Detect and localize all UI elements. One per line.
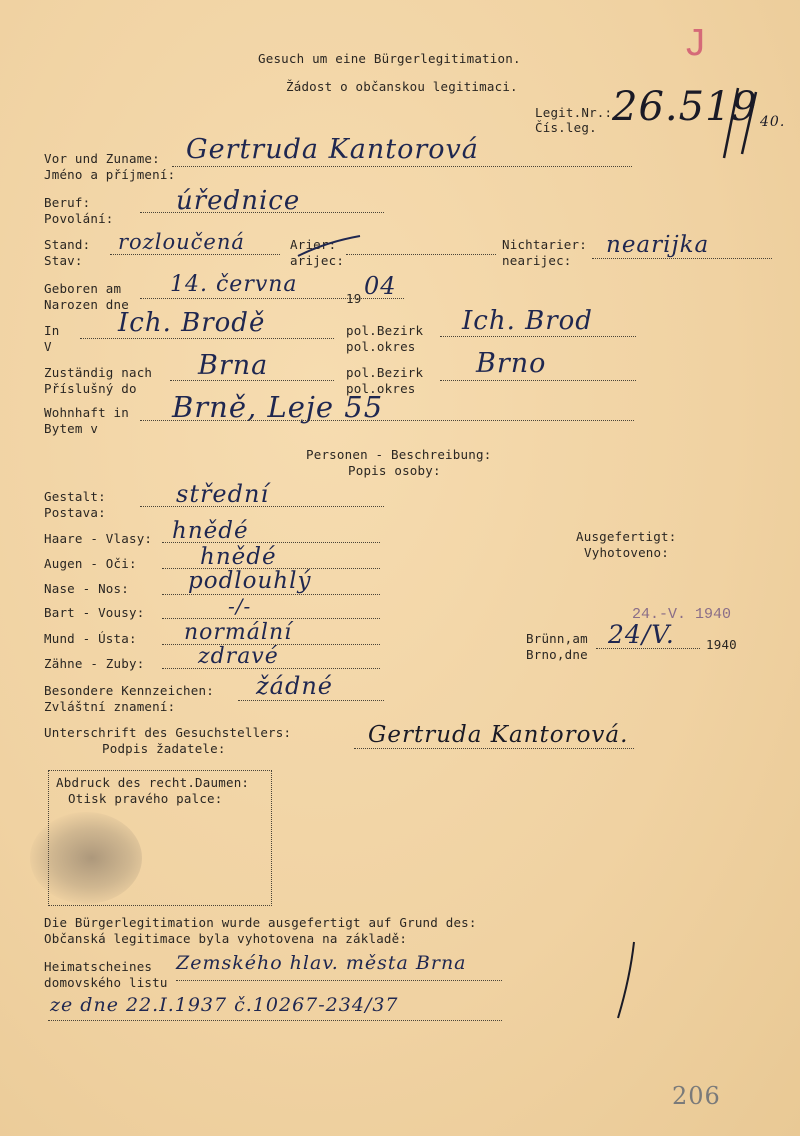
nase-value: podlouhlý [188,568,312,594]
haare-label: Haare - Vlasy: [44,531,153,546]
basis-vertical-stroke [612,938,642,1022]
nase-label: Nase - Nos: [44,581,129,596]
wohnhaft-value: Brně, Leje 55 [172,390,384,424]
gestalt-line [140,506,384,507]
signature-line [354,748,634,749]
issued-place-de: Brünn,am [526,631,588,646]
arier-label-cz: arijec: [290,253,345,268]
signature-label-cz: Podpis žadatele: [102,741,226,756]
kennzeichen-value: žádné [256,672,333,700]
basis-line-1 [176,980,502,981]
legit-nr-label-cz: Čís.leg. [535,120,597,135]
basis-line-2 [48,1020,502,1021]
nichtarier-label-cz: nearijec: [502,253,572,268]
thumb-label-cz: Otisk pravého palce: [68,791,223,806]
pol-bezirk-2-label-de: pol.Bezirk [346,365,424,380]
in-label-de: In [44,323,60,338]
issued-date-handwritten: 24/V. [608,620,675,649]
name-value: Gertruda Kantorová [186,134,479,165]
nichtarier-label-de: Nichtarier: [502,237,587,252]
name-line [172,166,632,167]
gestalt-label-cz: Postava: [44,505,106,520]
arier-label-de: Arier: [290,237,337,252]
arier-strike-mark [296,232,366,266]
stand-label-de: Stand: [44,237,91,252]
gestalt-label-de: Gestalt: [44,489,106,504]
kennzeichen-label-de: Besondere Kennzeichen: [44,683,214,698]
nase-line [162,594,380,595]
geboren-year-prefix: 19 [346,291,362,306]
basis-label-de: Heimatscheines [44,959,153,974]
zustandig-label-de: Zuständig nach [44,365,153,380]
issued-label-de: Ausgefertigt: [576,529,677,544]
zustandig-value: Brna [198,350,269,381]
wohnhaft-line [140,420,634,421]
beruf-value: úřednice [176,186,301,216]
haare-line [162,542,380,543]
gestalt-value: střední [176,480,270,508]
kennzeichen-label-cz: Zvláštní znamení: [44,699,176,714]
pol-bezirk-2-value: Brno [476,348,547,379]
bart-label: Bart - Vousy: [44,605,145,620]
beruf-label-de: Beruf: [44,195,91,210]
beruf-line [140,212,384,213]
wohnhaft-label-cz: Bytem v [44,421,99,436]
in-label-cz: V [44,339,52,354]
description-heading-cz: Popis osoby: [348,463,441,478]
wohnhaft-label-de: Wohnhaft in [44,405,129,420]
signature-label-de: Unterschrift des Gesuchstellers: [44,725,292,740]
issued-line [596,648,700,649]
bart-line [162,618,380,619]
zahne-line [162,668,380,669]
corner-mark: J [686,22,705,64]
zahne-label: Zähne - Zuby: [44,656,145,671]
pol-bezirk-1-value: Ich. Brod [462,306,593,336]
basis-text-cz: Občanská legitimace byla vyhotovena na základě: [44,931,408,946]
basis-value-2: ze dne 22.I.1937 č.10267-234/37 [50,994,399,1016]
stand-line [110,254,280,255]
stand-label-cz: Stav: [44,253,83,268]
mund-value: normální [184,620,293,645]
issued-label-cz: Vyhotoveno: [584,545,669,560]
augen-label: Augen - Oči: [44,556,137,571]
pol-bezirk-1-line [440,336,636,337]
zustandig-line [170,380,334,381]
kennzeichen-line [238,700,384,701]
description-heading-de: Personen - Beschreibung: [306,447,492,462]
legit-nr-label-de: Legit.Nr.: [535,105,613,120]
issued-date-stamp: 24.-V. 1940 [632,606,732,623]
mund-label: Mund - Ústa: [44,631,137,646]
haare-value: hnědé [172,518,249,544]
arier-line [346,254,496,255]
thumbprint-smudge [30,812,142,904]
basis-value-1: Zemského hlav. města Brna [176,952,467,974]
zustandig-label-cz: Příslušný do [44,381,137,396]
issued-place-cz: Brno,dne [526,647,588,662]
thumb-label-de: Abdruck des recht.Daumen: [56,775,250,790]
pol-bezirk-1-label-cz: pol.okres [346,339,416,354]
legit-nr-value: 26.519 [612,84,758,130]
geboren-line [140,298,404,299]
geboren-value: 14. června [170,272,298,297]
stand-value: rozloučená [118,230,245,254]
pol-bezirk-2-label-cz: pol.okres [346,381,416,396]
title-czech: Žádost o občanskou legitimaci. [286,79,518,94]
title-german: Gesuch um eine Bürgerlegitimation. [258,51,521,66]
signature-value: Gertruda Kantorová. [368,722,629,748]
issued-year: 1940 [706,637,737,652]
pol-bezirk-2-line [440,380,636,381]
legit-nr-year: 40. [760,114,786,130]
beruf-label-cz: Povolání: [44,211,114,226]
in-value: Ich. Brodě [118,308,266,338]
name-label-cz: Jméno a příjmení: [44,167,176,182]
geboren-label-cz: Narozen dne [44,297,129,312]
nichtarier-line [592,258,772,259]
basis-text-de: Die Bürgerlegitimation wurde ausgefertigt auf Grund des: [44,915,477,930]
geboren-label-de: Geboren am [44,281,122,296]
page-number: 206 [672,1082,721,1110]
name-label-de: Vor und Zuname: [44,151,160,166]
geboren-year-suffix: 04 [364,272,397,300]
pol-bezirk-1-label-de: pol.Bezirk [346,323,424,338]
bart-value: -/- [228,594,252,618]
basis-label-cz: domovského listu [44,975,168,990]
augen-value: hnědé [200,544,277,570]
nichtarier-value: nearijka [606,232,710,258]
zahne-value: zdravé [198,644,279,669]
in-line [80,338,334,339]
